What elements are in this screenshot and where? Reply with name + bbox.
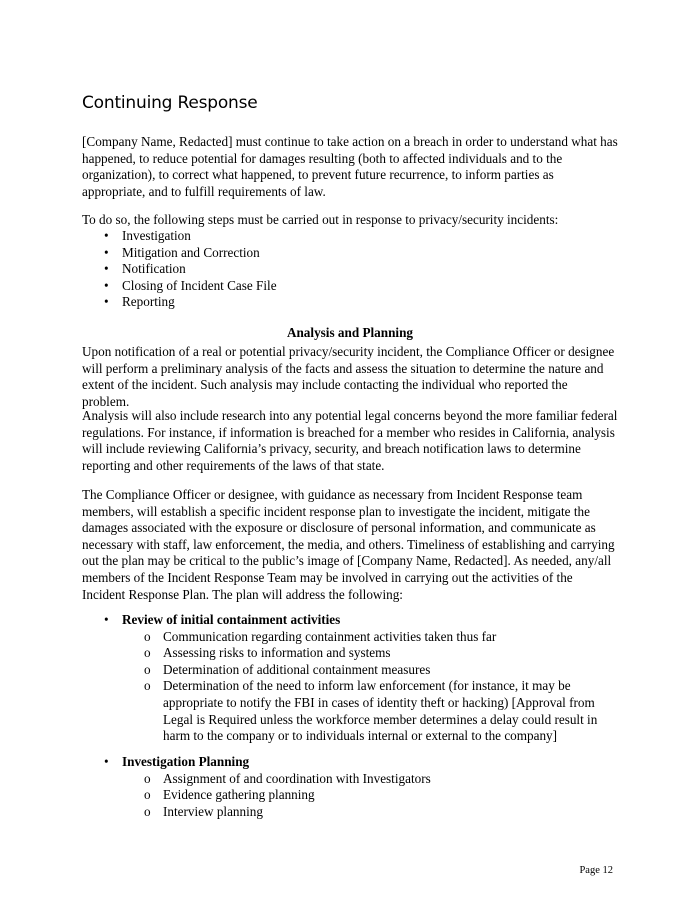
circle-bullet-icon: o <box>144 770 151 786</box>
bullet-icon: • <box>104 244 109 260</box>
bullet-icon: • <box>104 228 109 243</box>
bullet-icon: • <box>104 261 109 277</box>
list-item: • Mitigation and Correction <box>104 244 260 260</box>
page-number: Page 12 <box>579 865 613 876</box>
circle-bullet-icon: o <box>144 803 151 819</box>
list-item: o Determination of the need to inform law enforcement (for instance, it may be appropriate to notify the FBI in cases of identity theft or hacking) [Approval from Legal is Required unless the workforce member determines a delay could result in harm to the company or to individuals internal or external to the company] <box>144 678 598 744</box>
sub-list <box>82 771 618 821</box>
sub-list <box>82 629 618 745</box>
list-item: • Closing of Incident Case File <box>104 277 277 293</box>
circle-bullet-icon: o <box>144 787 151 803</box>
topic-title: • Review of initial containment activities <box>104 612 341 627</box>
analysis-paragraph-3: The Compliance Officer or designee, with guidance as necessary from Incident Response team members, will establish a specific incident response plan to investigate the incident, mitigate the damages associated with the exposure or disclosure of personal information, and communicate as necessary with staff, law enforcement, the media, and others. Timeliness of establishing and carrying out the plan may be critical to the public’s image of [Company Name, Redacted]. As needed, any/all members of the Incident Response Team may be involved in carrying out the activities of the Incident Response Plan. The plan will address the following: <box>82 487 615 602</box>
list-item: o Evidence gathering planning <box>144 787 315 803</box>
steps-list <box>82 228 277 311</box>
list-item: o Interview planning <box>144 803 263 819</box>
topic-containment-review <box>82 612 618 745</box>
topic-investigation-planning <box>82 754 618 820</box>
list-item: • Notification <box>104 261 186 277</box>
list-item: o Determination of additional containment measures <box>144 661 431 677</box>
list-item: o Assessing risks to information and systems <box>144 645 391 661</box>
page-title: Continuing Response <box>82 93 258 113</box>
circle-bullet-icon: o <box>144 628 151 644</box>
circle-bullet-icon: o <box>144 661 151 677</box>
list-item: o Communication regarding containment activities taken thus far <box>144 628 497 644</box>
section-heading: Analysis and Planning <box>286 325 414 340</box>
bullet-icon: • <box>104 277 109 293</box>
circle-bullet-icon: o <box>144 678 151 694</box>
bullet-icon: • <box>104 754 109 769</box>
list-item: • Investigation <box>104 228 191 243</box>
list-item: o Assignment of and coordination with Investigators <box>144 770 431 786</box>
bullet-icon: • <box>104 612 109 627</box>
list-item: • Reporting <box>104 294 175 310</box>
analysis-paragraph-2: Analysis will also include research into any potential legal concerns beyond the more familiar federal regulations. For instance, if information is breached for a member who resides in California, analysis will include reviewing California’s privacy, security, and breach notification laws to determine reporting and other requirements of the laws of that state. <box>82 408 618 473</box>
analysis-paragraph-1: Upon notification of a real or potential privacy/security incident, the Compliance Officer or designee will perform a preliminary analysis of the facts and assess the situation to determine the nature and extent of the incident. Such analysis may include contacting the individual who reported the problem. <box>82 344 615 409</box>
topic-title: • Investigation Planning <box>104 754 250 769</box>
intro-paragraph: [Company Name, Redacted] must continue to take action on a breach in order to understand what has happened, to reduce potential for damages resulting (both to affected individuals and to the organization), to correct what happened, to prevent future recurrence, to inform parties as appropriate, and to fulfill requirements of law. <box>82 134 618 199</box>
steps-lead: To do so, the following steps must be carried out in response to privacy/security incidents: <box>82 212 559 227</box>
circle-bullet-icon: o <box>144 645 151 661</box>
bullet-icon: • <box>104 294 109 310</box>
